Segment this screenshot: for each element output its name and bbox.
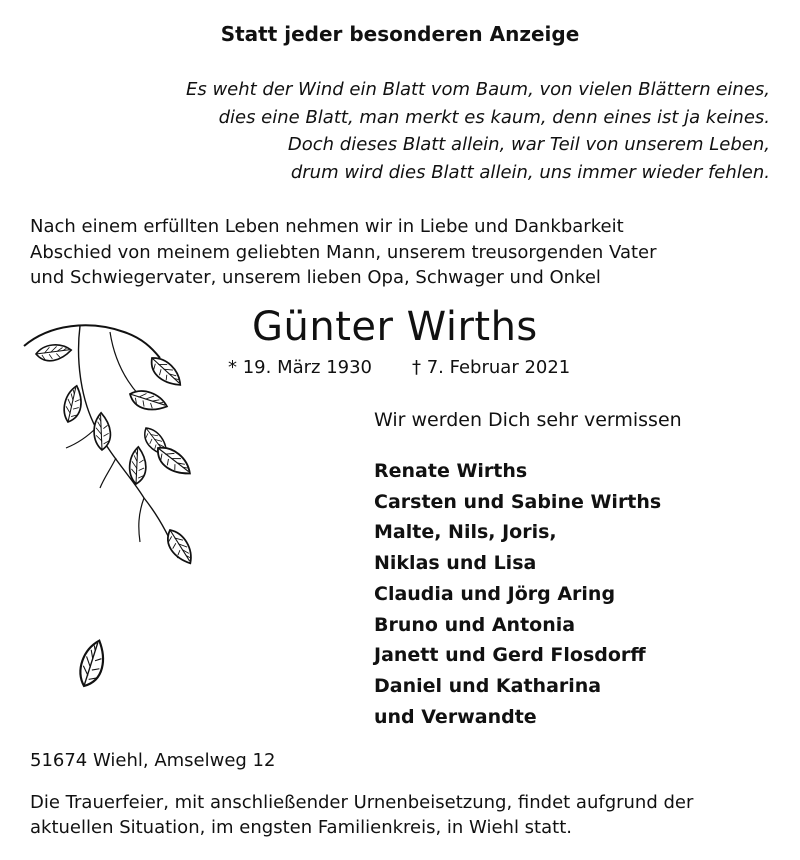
- intro-line: und Schwiegervater, unserem lieben Opa, Schwager und Onkel: [30, 267, 601, 288]
- funeral-line: aktuellen Situation, im engsten Familienkreis, in Wiehl statt.: [30, 817, 572, 838]
- mourner: Renate Wirths: [374, 460, 528, 482]
- mourners-list: [374, 456, 661, 732]
- funeral-notice: [30, 790, 693, 840]
- farewell-line: Wir werden Dich sehr vermissen: [374, 409, 682, 431]
- poem-line: drum wird dies Blatt allein, uns immer wieder fehlen.: [290, 161, 770, 183]
- poem-line: Es weht der Wind ein Blatt vom Baum, von vielen Blättern eines,: [185, 79, 770, 100]
- mourner: Niklas und Lisa: [374, 552, 537, 575]
- death-date: † 7. Februar 2021: [412, 357, 571, 378]
- intro-line: Abschied von meinem geliebten Mann, unserem treusorgenden Vater: [30, 241, 657, 263]
- mourner: Bruno und Antonia: [374, 613, 576, 636]
- poem-line: dies eine Blatt, man merkt es kaum, denn eines ist ja keines.: [218, 106, 770, 128]
- birth-date: * 19. März 1930: [228, 357, 373, 378]
- address: 51674 Wiehl, Amselweg 12: [30, 750, 276, 771]
- leaf-branch-icon: [20, 318, 210, 708]
- mourner: Claudia und Jörg Aring: [374, 582, 616, 605]
- mourner: Daniel und Katharina: [374, 674, 602, 697]
- poem-line: Doch dieses Blatt allein, war Teil von unserem Leben,: [287, 134, 770, 155]
- funeral-line: Die Trauerfeier, mit anschließender Urnenbeisetzung, findet aufgrund der: [30, 792, 694, 813]
- mourner: Janett und Gerd Flosdorff: [374, 644, 646, 667]
- intro-text: [30, 214, 657, 291]
- mourner: und Verwandte: [374, 705, 537, 728]
- deceased-name: Günter Wirths: [252, 304, 538, 350]
- mourner: Malte, Nils, Joris,: [374, 521, 557, 544]
- poem: [186, 76, 770, 186]
- mourner: Carsten und Sabine Wirths: [374, 490, 662, 513]
- notice-header: Statt jeder besonderen Anzeige: [220, 22, 580, 46]
- intro-line: Nach einem erfüllten Leben nehmen wir in Liebe und Dankbarkeit: [30, 216, 624, 237]
